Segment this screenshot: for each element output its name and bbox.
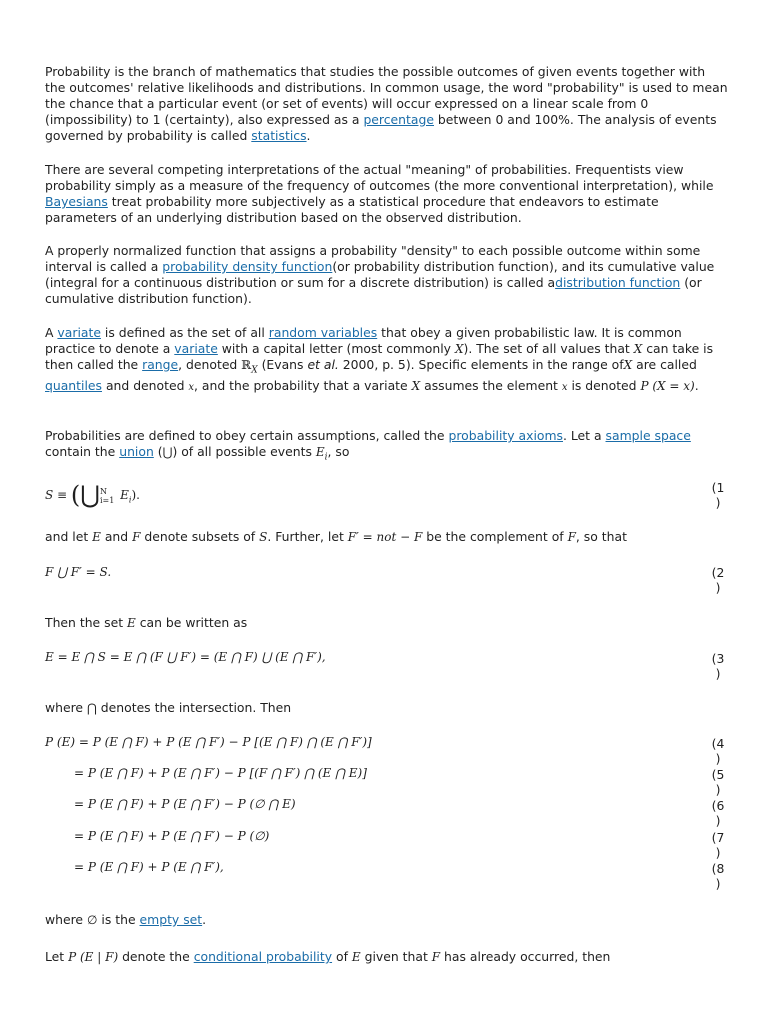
paragraph-axioms: Probabilities are defined to obey certain assumptions, called the probability axioms. Let a sample space contain the union (⋃) of all possible events $E_i$, so bbox=[45, 428, 691, 463]
equation-number-7: (7 ) bbox=[711, 830, 725, 860]
link-variate[interactable]: variate bbox=[57, 325, 101, 340]
math-x: X bbox=[411, 379, 421, 394]
link-sample-space[interactable]: sample space bbox=[605, 428, 691, 443]
math-complement: F′ = not − F bbox=[347, 530, 423, 544]
link-quantiles[interactable]: quantiles bbox=[45, 378, 102, 394]
link-statistics[interactable]: statistics bbox=[251, 128, 307, 143]
math-lower-x: x bbox=[188, 382, 195, 394]
equation-number-3: (3 ) bbox=[711, 651, 725, 681]
equation-number-2: (2 ) bbox=[711, 565, 725, 595]
link-distribution-function[interactable]: distribution function bbox=[555, 275, 681, 290]
link-probability-axioms[interactable]: probability axioms bbox=[448, 428, 563, 443]
paragraph-interpretations: There are several competing interpretations of the actual "meaning" of probabilities. Frequentists view probability simply as a measure of the frequency of outcomes (the more conventional interpretation), while Bayesians treat probability more subjectively as a statistical procedure that endeavors to estimate parameters of an underlying distribution based on the observed distribution. bbox=[45, 162, 714, 225]
link-percentage[interactable]: percentage bbox=[363, 112, 434, 127]
paragraph-density-function: A properly normalized function that assigns a probability "density" to each possible outcome within some interval is called a probability density function(or probability distribution function), and its cumulative value (integral for a continuous distribution or sum for a discrete distribution) is called adistribution function (or cumulative distribution function). bbox=[45, 243, 715, 306]
equation-2: F ⋃ F′ = S. bbox=[45, 565, 112, 579]
math-intersection-symbol: ⋂ bbox=[87, 701, 97, 715]
equation-4: P (E) = P (E ⋂ F) + P (E ⋂ F′) − P [(E ⋂ F) ⋂ (E ⋂ F′)] bbox=[45, 735, 372, 749]
paragraph-empty-set: where ∅ is the empty set. bbox=[45, 912, 207, 927]
link-conditional-probability[interactable]: conditional probability bbox=[193, 949, 333, 964]
equation-number-4: (4 ) bbox=[711, 736, 725, 766]
equation-8: = P (E ⋂ F) + P (E ⋂ F′), bbox=[74, 860, 224, 874]
math-empty-set-symbol: ∅ bbox=[87, 913, 98, 927]
link-probability-density-function[interactable]: probability density function bbox=[162, 259, 333, 274]
equation-3: E = E ⋂ S = E ⋂ (F ⋃ F′) = (E ⋂ F) ⋃ (E ⋂ F′), bbox=[45, 650, 326, 664]
paragraph-variate: A variate is defined as the set of all random variables that obey a given probabilistic law. It is common practice to denote a variate with a capital letter (most commonly X). The set of all values that X can take is then called the range, denoted ℝ$_X$ (Evans et al. 2000, p. 5). Specific elements in the range ofX are called quantiles and denoted x, and the probability that a variate X assumes the element x is denoted P (X = x). bbox=[45, 325, 714, 394]
equation-number-5: (5 ) bbox=[711, 767, 725, 797]
math-x: X bbox=[633, 342, 643, 356]
math-x: X bbox=[454, 342, 464, 356]
link-range[interactable]: range bbox=[142, 357, 179, 372]
math-range-symbol: ℝ bbox=[241, 358, 252, 372]
link-empty-set[interactable]: empty set bbox=[139, 912, 203, 927]
link-bayesians[interactable]: Bayesians bbox=[45, 194, 108, 209]
equation-1: S ≡ (⋃ N i=1 $E_i$). bbox=[45, 481, 140, 509]
equation-number-1: (1 ) bbox=[711, 480, 725, 510]
paragraph-complement: and let E and F denote subsets of S. Further, let F′ = not − F be the complement of F, so that bbox=[45, 529, 627, 544]
equation-6: = P (E ⋂ F) + P (E ⋂ F′) − P (∅ ⋂ E) bbox=[74, 797, 296, 811]
equation-7: = P (E ⋂ F) + P (E ⋂ F′) − P (∅) bbox=[74, 829, 270, 843]
math-lower-x: x bbox=[561, 382, 568, 394]
link-variate-2[interactable]: variate bbox=[174, 341, 218, 356]
math-x: X bbox=[623, 358, 633, 372]
paragraph-set-e: Then the set E can be written as bbox=[45, 615, 248, 630]
equation-5: = P (E ⋂ F) + P (E ⋂ F′) − P [(F ⋂ F′) ⋂ (E ⋂ E)] bbox=[74, 766, 367, 780]
math-event: E bbox=[315, 445, 325, 459]
link-union[interactable]: union bbox=[119, 444, 154, 459]
math-union-symbol: ⋃ bbox=[162, 445, 173, 459]
equation-number-6: (6 ) bbox=[711, 798, 725, 828]
paragraph-intro: Probability is the branch of mathematics that studies the possible outcomes of given events together with the outcomes' relative likelihoods and distributions. In common usage, the word "probability" is used to mean the chance that a particular event (or set of events) will occur expressed on a linear scale from 0 (impossibility) to 1 (certainty), also expressed as a percentage between 0 and 100%. The analysis of events governed by probability is called statistics. bbox=[45, 64, 728, 143]
equation-number-8: (8 ) bbox=[711, 861, 725, 891]
paragraph-conditional: Let P (E | F) denote the conditional probability of E given that F has already occurred, then bbox=[45, 949, 611, 964]
math-conditional: P (E | F) bbox=[68, 950, 119, 964]
math-probability-x: P (X = x) bbox=[640, 379, 695, 394]
paragraph-intersection: where ⋂ denotes the intersection. Then bbox=[45, 700, 292, 715]
link-random-variables[interactable]: random variables bbox=[268, 325, 378, 340]
